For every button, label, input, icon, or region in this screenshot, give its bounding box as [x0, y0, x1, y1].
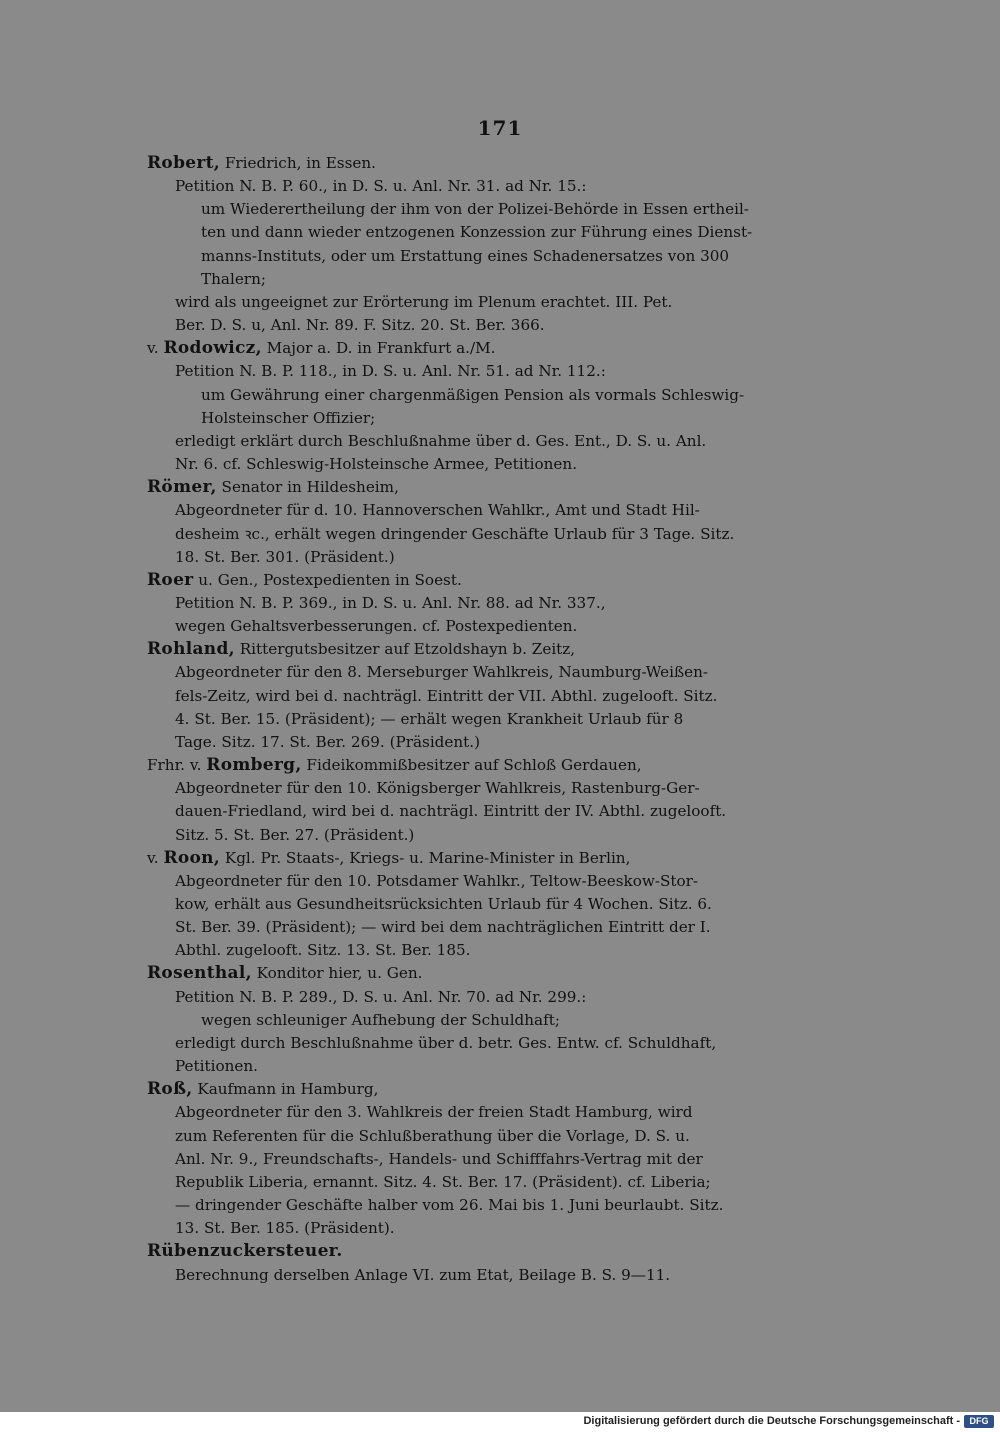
- entry-name: Rosenthal,: [147, 963, 252, 984]
- index-entry: [147, 847, 717, 963]
- entry-line: Petition N. B. P. 118., in D. S. u. Anl. Nr. 51. ad Nr. 112.:: [175, 362, 606, 381]
- entry-heading: [147, 638, 717, 661]
- entry-line: Nr. 6. cf. Schleswig-Holsteinsche Armee, Petitionen.: [175, 455, 578, 474]
- entry-line: Holsteinscher Offizier;: [201, 408, 376, 427]
- dfg-logo-icon: DFG: [964, 1415, 994, 1428]
- entry-line: Berechnung derselben Anlage VI. zum Etat, Beilage B. S. 9—11.: [175, 1265, 671, 1284]
- entry-line: Abgeordneter für den 10. Potsdamer Wahlkr., Teltow-Beeskow-Stor-: [175, 871, 699, 890]
- index-entry: [147, 638, 717, 754]
- entry-name: Römer,: [147, 477, 217, 498]
- index-entry: [147, 152, 753, 337]
- entry-description: Friedrich, in Essen.: [220, 154, 376, 172]
- entry-heading: [147, 337, 717, 360]
- entry-description: Kaufmann in Hamburg,: [192, 1080, 379, 1099]
- entry-line: Republik Liberia, ernannt. Sitz. 4. St. Ber. 17. (Präsident). cf. Liberia;: [175, 1172, 711, 1191]
- entry-line: Petition N. B. P. 369., in D. S. u. Anl. Nr. 88. ad Nr. 337.,: [175, 593, 606, 612]
- entry-line: Abgeordneter für den 8. Merseburger Wahlkreis, Naumburg-Weißen-: [175, 663, 709, 682]
- entry-line: manns-Instituts, oder um Erstattung eines Schadenersatzes von 300: [201, 246, 730, 265]
- entry-line: ten und dann wieder entzogenen Konzession zur Führung eines Dienst-: [201, 223, 753, 242]
- entry-description: Rittergutsbesitzer auf Etzoldshayn b. Zeitz,: [234, 640, 576, 659]
- entry-name: Romberg,: [206, 755, 302, 776]
- entry-heading: [147, 847, 717, 870]
- entry-line: Abgeordneter für d. 10. Hannoverschen Wahlkr., Amt und Stadt Hil-: [175, 501, 700, 520]
- entry-description: Major a. D. in Frankfurt a./M.: [261, 339, 496, 358]
- entry-line: — dringender Geschäfte halber vom 26. Mai bis 1. Juni beurlaubt. Sitz.: [175, 1196, 724, 1215]
- entry-line: zum Referenten für die Schlußberathung über die Vorlage, D. S. u.: [175, 1126, 690, 1145]
- entry-description: u. Gen., Postexpedienten in Soest.: [193, 570, 462, 589]
- entry-prefix: v.: [147, 339, 164, 358]
- index-content: [147, 152, 753, 1287]
- entry-name: Roon,: [163, 847, 221, 868]
- page-number: 171: [477, 116, 523, 140]
- entry-line: kow, erhält aus Gesundheitsrücksichten Urlaub für 4 Wochen. Sitz. 6.: [175, 895, 712, 913]
- entry-line: erledigt durch Beschlußnahme über d. betr. Ges. Entw. cf. Schuldhaft,: [175, 1033, 717, 1052]
- entry-line: wird als ungeeignet zur Erörterung im Plenum erachtet. III. Pet.: [175, 292, 673, 311]
- entry-line: fels-Zeitz, wird bei d. nachträgl. Eintritt der VII. Abthl. zugelooft. Sitz.: [175, 686, 718, 705]
- entry-line: Sitz. 5. St. Ber. 27. (Präsident.): [175, 825, 415, 844]
- entry-name: Rodowicz,: [163, 338, 262, 359]
- entry-line: 18. St. Ber. 301. (Präsident.): [175, 547, 395, 566]
- entry-heading: [147, 754, 717, 777]
- entry-line: Abgeordneter für den 10. Königsberger Wahlkreis, Rastenburg-Ger-: [175, 779, 700, 798]
- entry-line: Petition N. B. P. 289., D. S. u. Anl. Nr. 70. ad Nr. 299.:: [175, 987, 587, 1006]
- entry-line: Tage. Sitz. 17. St. Ber. 269. (Präsident.): [175, 732, 481, 751]
- index-entry: [147, 1240, 717, 1286]
- entry-description: Konditor hier, u. Gen.: [251, 964, 423, 983]
- index-entry: [147, 754, 727, 847]
- entry-line: Ber. D. S. u, Anl. Nr. 89. F. Sitz. 20. St. Ber. 366.: [175, 316, 545, 335]
- entry-heading: [147, 1078, 717, 1101]
- entry-line: um Gewährung einer chargenmäßigen Pension als vormals Schleswig-: [201, 385, 745, 404]
- entry-line: wegen Gehaltsverbesserungen. cf. Postexpedienten.: [175, 617, 578, 636]
- index-entry: [147, 569, 717, 638]
- index-entry: [147, 337, 745, 476]
- entry-line: 4. St. Ber. 15. (Präsident); — erhält wegen Krankheit Urlaub für 8: [175, 709, 684, 728]
- entry-name: Rohland,: [147, 639, 235, 660]
- entry-line: 13. St. Ber. 185. (Präsident).: [175, 1219, 395, 1238]
- entry-line: desheim ꝛc., erhält wegen dringender Geschäfte Urlaub für 3 Tage. Sitz.: [175, 524, 735, 543]
- footer-bar: [0, 1412, 1000, 1432]
- entry-line: St. Ber. 39. (Präsident); — wird bei dem nachträglichen Eintritt der I.: [175, 918, 711, 937]
- entry-line: um Wiederertheilung der ihm von der Polizei-Behörde in Essen ertheil-: [201, 200, 749, 219]
- index-entry: [147, 1078, 724, 1240]
- entry-line: Abthl. zugelooft. Sitz. 13. St. Ber. 185.: [175, 941, 471, 960]
- entry-name: Rübenzuckersteuer.: [147, 1241, 343, 1262]
- footer-credit: Digitalisierung gefördert durch die Deutsche Forschungsgemeinschaft -: [583, 1415, 960, 1427]
- entry-line: Thalern;: [201, 269, 266, 288]
- entry-description: Kgl. Pr. Staats-, Kriegs- u. Marine-Minister in Berlin,: [220, 848, 631, 867]
- entry-prefix: v.: [147, 848, 164, 867]
- entry-name: Roer: [147, 569, 194, 590]
- entry-heading: [147, 962, 717, 985]
- entry-prefix: Frhr. v.: [147, 756, 207, 775]
- entry-heading: [147, 476, 717, 499]
- entry-heading: [147, 1240, 717, 1263]
- entry-description: Fideikommißbesitzer auf Schloß Gerdauen,: [301, 756, 642, 775]
- entry-line: erledigt erklärt durch Beschlußnahme über d. Ges. Ent., D. S. u. Anl.: [175, 431, 707, 450]
- entry-line: Anl. Nr. 9., Freundschafts-, Handels- und Schifffahrs-Vertrag mit der: [175, 1149, 703, 1168]
- entry-line: Abgeordneter für den 3. Wahlkreis der freien Stadt Hamburg, wird: [175, 1103, 693, 1122]
- entry-name: Roß,: [147, 1079, 193, 1100]
- entry-heading: [147, 152, 717, 175]
- index-entry: [147, 476, 735, 569]
- entry-line: Petitionen.: [175, 1057, 258, 1076]
- entry-line: wegen schleuniger Aufhebung der Schuldhaft;: [201, 1010, 560, 1029]
- entry-heading: [147, 569, 717, 592]
- index-entry: [147, 962, 717, 1078]
- entry-description: Senator in Hildesheim,: [216, 478, 399, 497]
- entry-line: Petition N. B. P. 60., in D. S. u. Anl. Nr. 31. ad Nr. 15.:: [175, 177, 587, 196]
- entry-line: dauen-Friedland, wird bei d. nachträgl. Eintritt der IV. Abthl. zugelooft.: [175, 802, 727, 821]
- entry-name: Robert,: [147, 153, 220, 173]
